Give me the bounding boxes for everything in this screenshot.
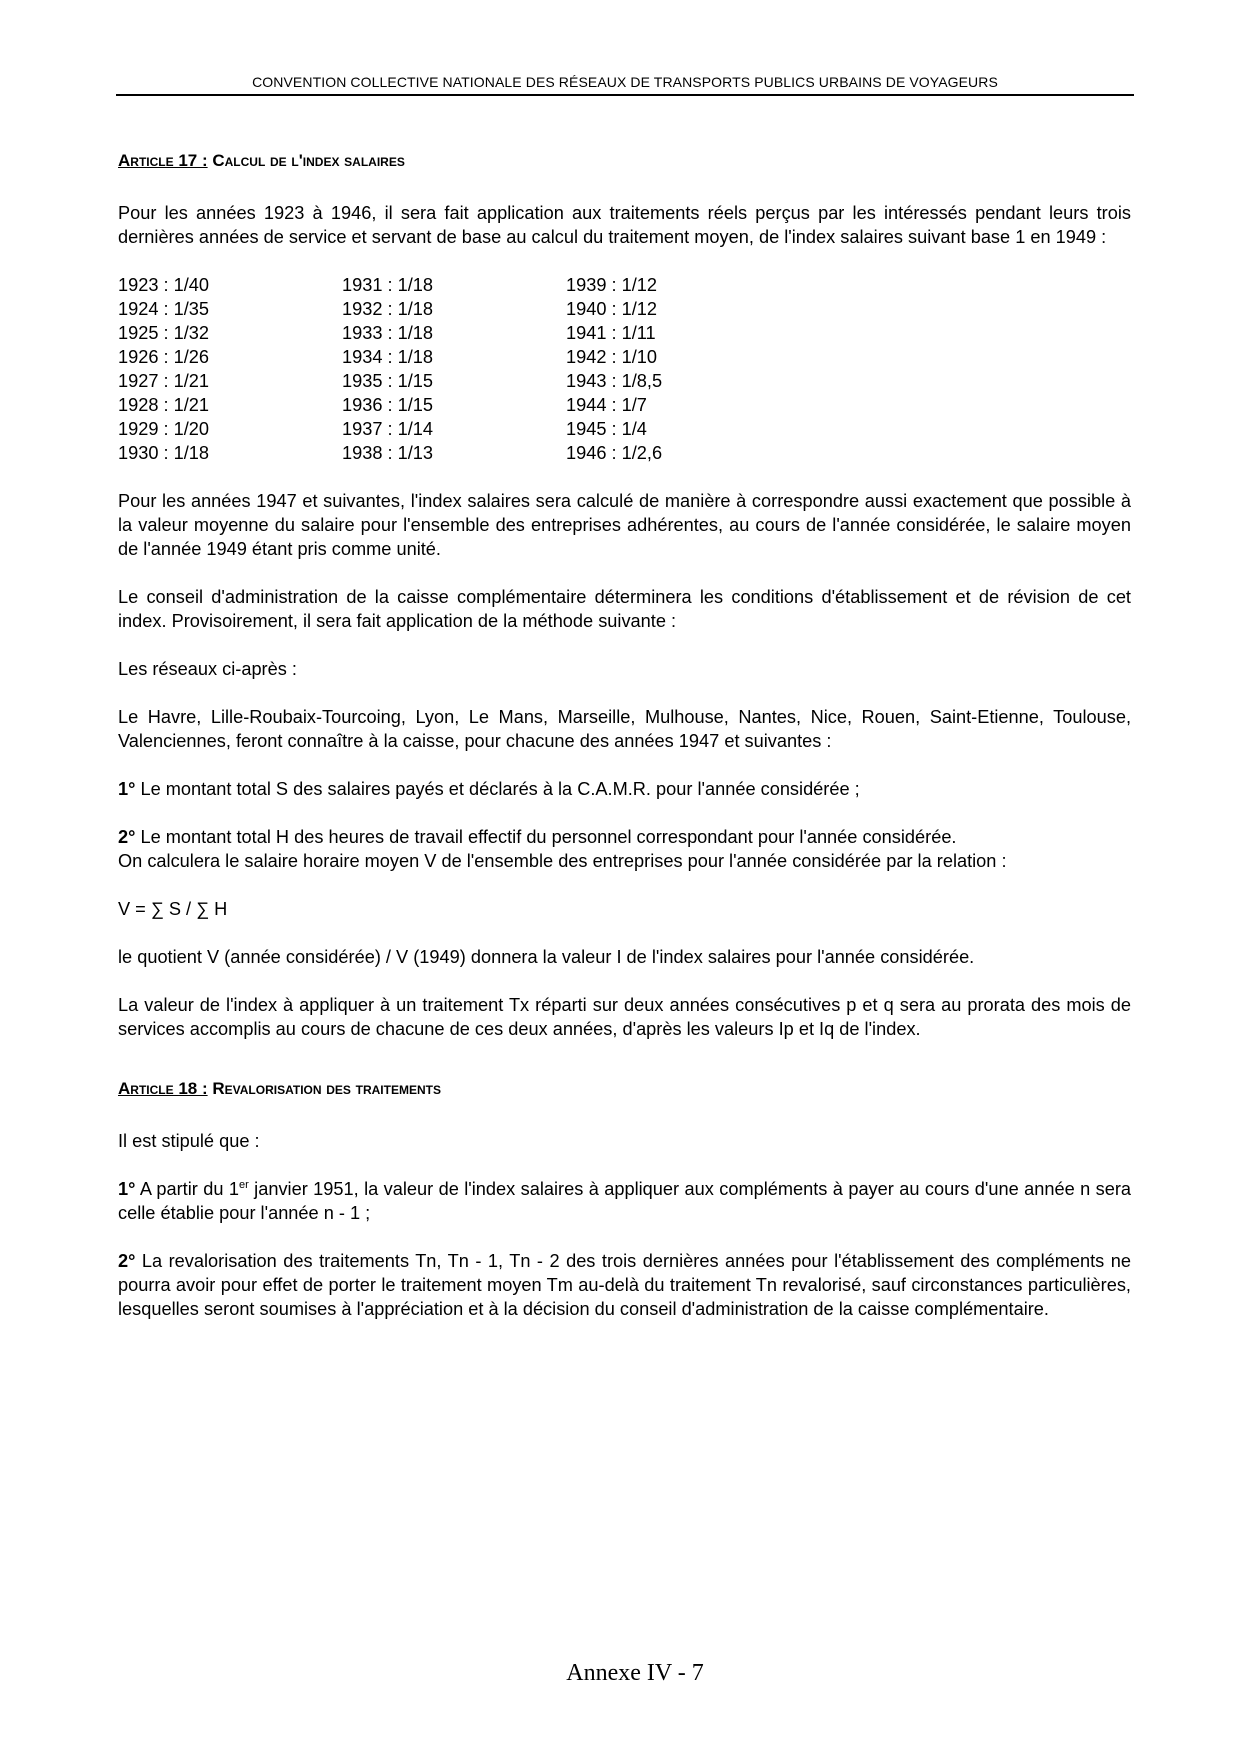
paragraph-1947: Pour les années 1947 et suivantes, l'index salaires sera calculé de manière à correspondre aussi exactement que possible à la valeur moyenne du salaire pour l'ensemble des entreprises adhérentes, au cours de l'année considérée, le salaire moyen de l'année 1949 étant pris comme unité.	[118, 491, 1131, 559]
item-1-number: 1°	[118, 779, 136, 799]
paragraph-conseil: Le conseil d'administration de la caisse complémentaire déterminera les conditions d'établissement et de révision de cet index. Provisoirement, il sera fait application de la méthode suivante :	[118, 587, 1131, 631]
index-table-cell: 1928 : 1/21	[118, 395, 210, 415]
article-18-number: Article 18 :	[118, 1079, 208, 1098]
index-table-cell: 1933 : 1/18	[342, 323, 434, 343]
item-1-number: 1°	[118, 1179, 136, 1199]
item-2-text: Le montant total H des heures de travail effectif du personnel correspondant pour l'année considérée.	[140, 827, 957, 847]
article-17-heading	[118, 151, 1131, 171]
article-18-item-1	[118, 1177, 1131, 1225]
index-table-cell: 1941 : 1/11	[566, 323, 656, 343]
index-table-cell: 1946 : 1/2,6	[566, 443, 663, 463]
paragraph-valeur-index: La valeur de l'index à appliquer à un traitement Tx réparti sur deux années consécutives p et q sera au prorata des mois de services accomplis au cours de chacune de ces deux années, d'après les valeurs Ip et Iq de l'index.	[118, 995, 1131, 1039]
paragraph-villes: Le Havre, Lille-Roubaix-Tourcoing, Lyon, Le Mans, Marseille, Mulhouse, Nantes, Nice, Rouen, Saint-Etienne, Toulouse, Valenciennes, feront connaître à la caisse, pour chacune des années 1947 et suivantes :	[118, 707, 1131, 751]
index-table-cell: 1932 : 1/18	[342, 299, 434, 319]
page-number: Annexe IV - 7	[566, 1660, 704, 1686]
article-17-intro: Pour les années 1923 à 1946, il sera fait application aux traitements réels perçus par les intéressés pendant leurs trois dernières années de service et servant de base au calcul du traitement moyen, de l'index salaires suivant base 1 en 1949 :	[118, 203, 1131, 247]
index-table-cell: 1942 : 1/10	[566, 347, 658, 367]
paragraph-stipule: Il est stipulé que :	[118, 1131, 260, 1151]
article-17-title: Calcul de l'index salaires	[212, 151, 405, 170]
paragraph-reseaux: Les réseaux ci-après :	[118, 659, 297, 679]
index-table-cell: 1938 : 1/13	[342, 443, 434, 463]
index-table-cell: 1926 : 1/26	[118, 347, 210, 367]
item-1-text-start: A partir du 1	[139, 1179, 239, 1199]
index-table-cell: 1934 : 1/18	[342, 347, 434, 367]
item-1-text-end: janvier 1951, la valeur de l'index salaires à appliquer aux compléments à payer au cours d'une année n sera celle établie pour l'année n - 1 ;	[118, 1179, 1131, 1223]
page-footer	[0, 1660, 1240, 1687]
page-header: CONVENTION COLLECTIVE NATIONALE DES RÉSEAUX DE TRANSPORTS PUBLICS URBAINS DE VOYAGEURS	[116, 74, 1134, 96]
index-table-cell: 1924 : 1/35	[118, 299, 210, 319]
formula-v: V = ∑ S / ∑ H	[118, 899, 228, 919]
index-table-cell: 1927 : 1/21	[118, 371, 210, 391]
item-2-number: 2°	[118, 827, 136, 847]
article-18-heading	[118, 1079, 1131, 1099]
index-table-cell: 1931 : 1/18	[342, 275, 434, 295]
index-table-cell: 1925 : 1/32	[118, 323, 210, 343]
article-18-item-2	[118, 1249, 1131, 1321]
page-content	[118, 151, 1131, 1345]
article-17-number: Article 17 :	[118, 151, 208, 170]
superscript-er: er	[238, 1179, 249, 1191]
article-17-item-1	[118, 777, 1131, 801]
index-table-cell: 1935 : 1/15	[342, 371, 434, 391]
index-table-cell: 1939 : 1/12	[566, 275, 658, 295]
item-1-text: Le montant total S des salaires payés et déclarés à la C.A.M.R. pour l'année considérée ;	[140, 779, 860, 799]
index-table-cell: 1936 : 1/15	[342, 395, 434, 415]
index-table-cell: 1945 : 1/4	[566, 419, 647, 439]
article-18-title: Revalorisation des traitements	[212, 1079, 441, 1098]
index-table-cell: 1944 : 1/7	[566, 395, 647, 415]
index-table-cell: 1940 : 1/12	[566, 299, 658, 319]
item-2-text: La revalorisation des traitements Tn, Tn - 1, Tn - 2 des trois dernières années pour l'établissement des compléments ne pourra avoir pour effet de porter le traitement moyen Tm au-delà du traitement Tn revalorisé, sauf circonstances particulières, lesquelles seront soumises à l'appréciation et à la décision du conseil d'administration de la caisse complémentaire.	[118, 1251, 1131, 1319]
article-17-item-2	[118, 825, 1131, 873]
index-salaires-table	[118, 273, 1131, 465]
index-table-cell: 1929 : 1/20	[118, 419, 210, 439]
index-table-cell: 1930 : 1/18	[118, 443, 210, 463]
item-2-number: 2°	[118, 1251, 136, 1271]
index-table-cell: 1943 : 1/8,5	[566, 371, 663, 391]
index-table-cell: 1923 : 1/40	[118, 275, 210, 295]
paragraph-quotient: le quotient V (année considérée) / V (1949) donnera la valeur I de l'index salaires pour l'année considérée.	[118, 947, 975, 967]
paragraph-calcul: On calculera le salaire horaire moyen V de l'ensemble des entreprises pour l'année considérée par la relation :	[118, 851, 1007, 871]
index-table-cell: 1937 : 1/14	[342, 419, 434, 439]
